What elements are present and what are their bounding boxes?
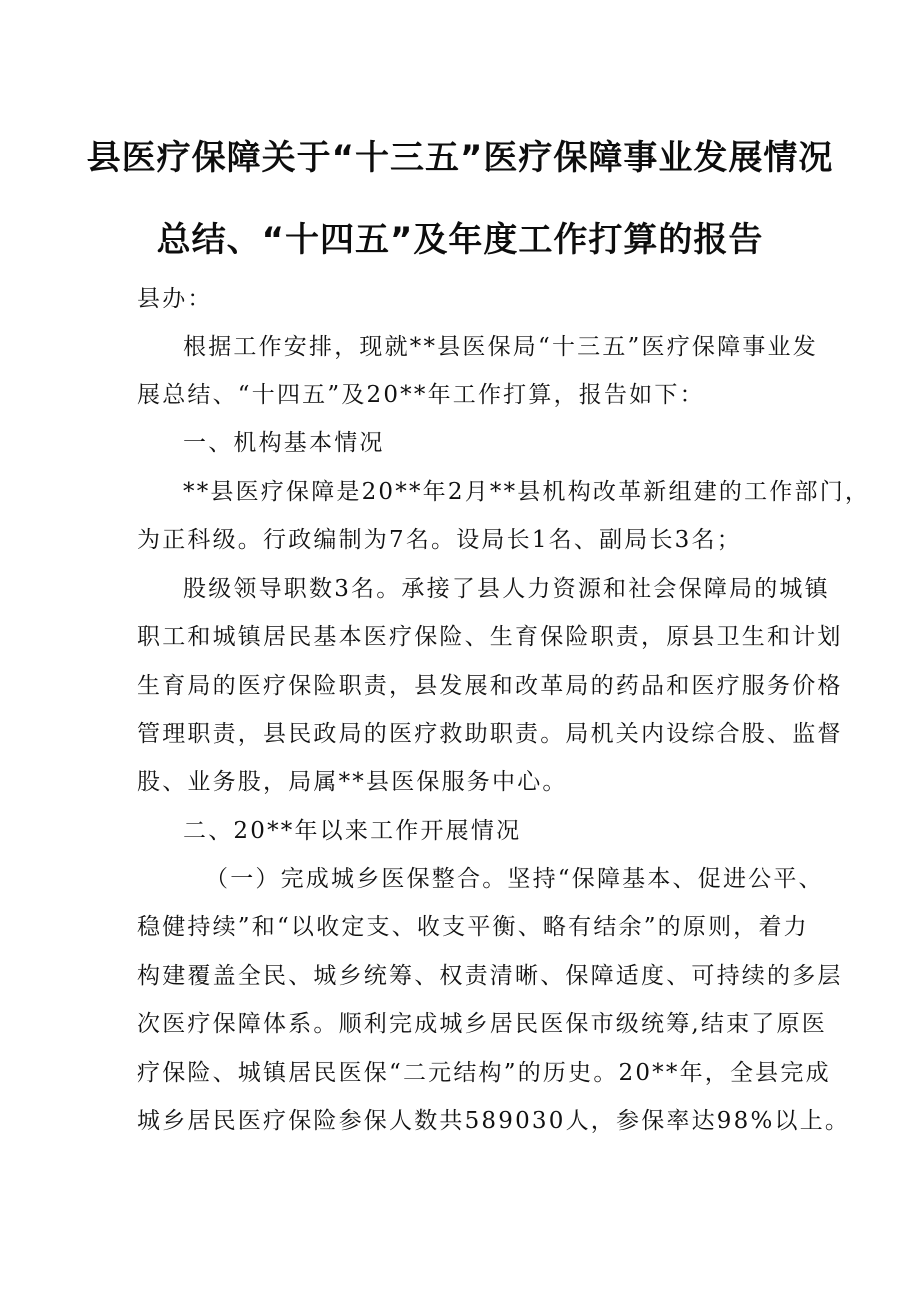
paragraph-line: 根据工作安排，现就**县医保局“十三五”医疗保障事业发 — [183, 334, 818, 360]
paragraph-line: 生育局的医疗保险职责，县发展和改革局的药品和医疗服务价格 — [137, 673, 843, 699]
salutation: 县办： — [137, 286, 213, 312]
paragraph-line: 为正科级。行政编制为7名。设局长1名、副局长3名； — [137, 527, 742, 553]
paragraph-line: 职工和城镇居民基本医疗保险、生育保险职责，原县卫生和计划 — [137, 624, 843, 650]
paragraph-line: 构建覆盖全民、城乡统筹、权责清晰、保障适度、可持续的多层 — [137, 963, 843, 989]
paragraph-line: 展总结、“十四五”及20**年工作打算，报告如下： — [137, 382, 705, 408]
document-title-line-2: 总结、“十四五”及年度工作打算的报告 — [156, 220, 764, 260]
section-heading: 一、机构基本情况 — [183, 430, 385, 456]
paragraph-line: 管理职责，县民政局的医疗救助职责。局机关内设综合股、监督 — [137, 721, 843, 747]
paragraph-line: 城乡居民医疗保险参保人数共589030人，参保率达98%以上。 — [137, 1108, 851, 1134]
paragraph-line: （一）完成城乡医保整合。坚持“保障基本、促进公平、 — [205, 866, 824, 892]
paragraph-line: 股、业务股，局属**县医保服务中心。 — [137, 769, 568, 795]
paragraph-line: **县医疗保障是20**年2月**县机构改革新组建的工作部门， — [183, 479, 871, 505]
paragraph-line: 股级领导职数3名。承接了县人力资源和社会保障局的城镇 — [183, 576, 830, 602]
section-heading: 二、20**年以来工作开展情况 — [183, 818, 522, 844]
paragraph-line: 稳健持续”和“以收定支、收支平衡、略有结余”的原则，着力 — [137, 914, 809, 940]
document-title-line-1: 县医疗保障关于“十三五”医疗保障事业发展情况 — [86, 138, 834, 178]
paragraph-line: 疗保险、城镇居民医保“二元结构”的历史。20**年，全县完成 — [137, 1060, 831, 1086]
paragraph-line: 次医疗保障体系。顺利完成城乡居民医保市级统筹,结束了原医 — [137, 1011, 827, 1037]
